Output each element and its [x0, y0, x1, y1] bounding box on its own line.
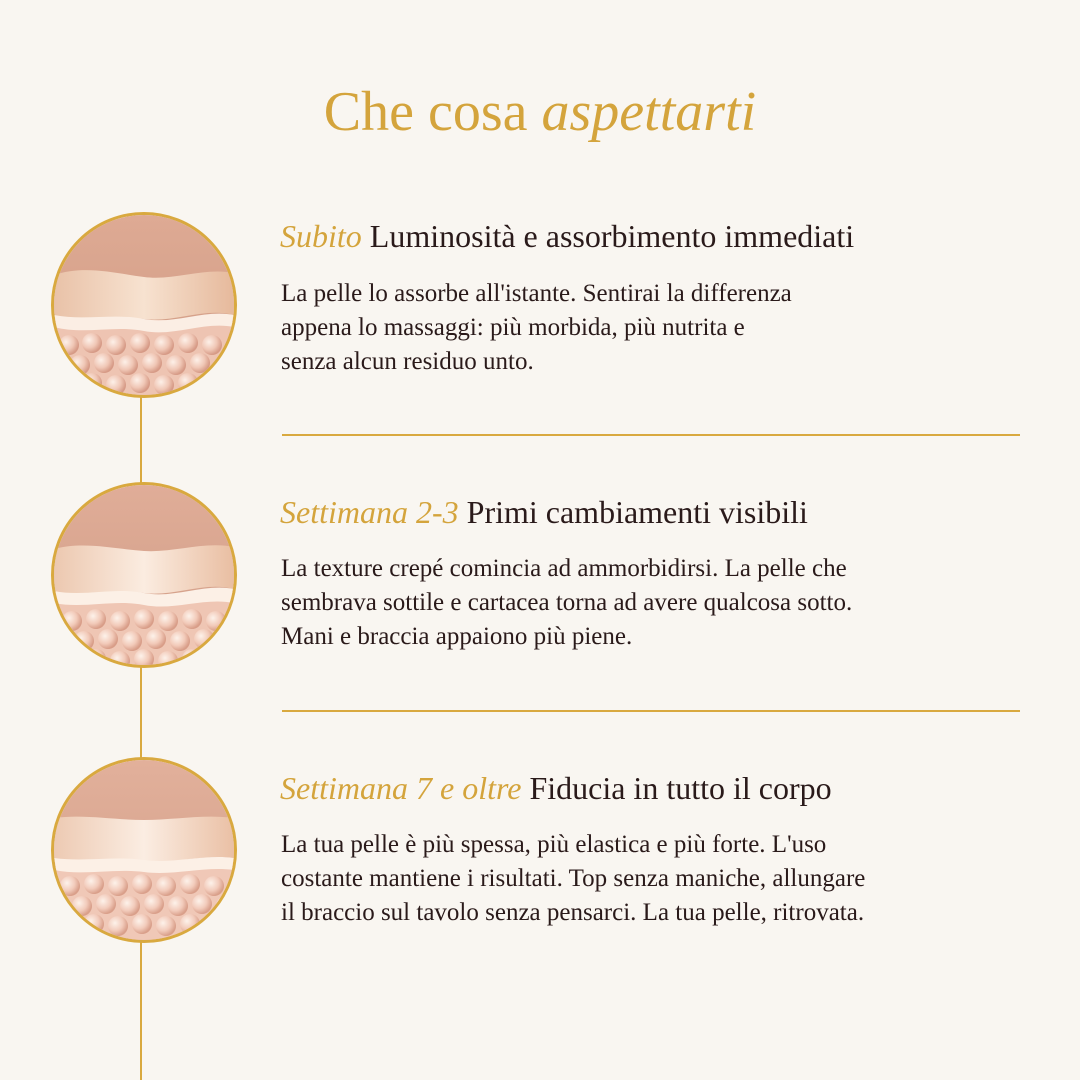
description-line: sembrava sottile e cartacea torna ad avere qualcosa sotto. [281, 589, 853, 616]
stage-accent: Settimana 2-3 [280, 494, 459, 530]
description-line: La pelle lo assorbe all'istante. Sentirai la differenza [281, 280, 792, 307]
description-line: Mani e braccia appaiono più piene. [281, 623, 633, 650]
description-line: La texture crepé comincia ad ammorbidirsi. La pelle che [281, 555, 847, 582]
stage-heading-immediate [280, 216, 854, 256]
stage-title: Fiducia in tutto il corpo [529, 770, 832, 806]
stage-description-immediate [281, 277, 1041, 379]
stage-description-weeks-2-3 [281, 552, 1041, 654]
description-line: appena lo massaggi: più morbida, più nutrita e [281, 314, 745, 341]
stage-title: Primi cambiamenti visibili [466, 494, 808, 530]
stage-accent: Settimana 7 e oltre [280, 770, 522, 806]
stage-heading-weeks-2-3 [280, 492, 808, 532]
section-divider [282, 710, 1020, 712]
stage-heading-week-7-plus [280, 768, 832, 808]
skin-layer-illustration-immediate [51, 212, 237, 398]
skin-layer-illustration-weeks-2-3 [51, 482, 237, 668]
description-line: senza alcun residuo unto. [281, 348, 534, 375]
description-line: La tua pelle è più spessa, più elastica e più forte. L'uso [281, 831, 827, 858]
title-accent: aspettarti [541, 81, 757, 143]
section-divider [282, 434, 1020, 436]
skin-layer-illustration-week-7-plus [51, 757, 237, 943]
description-line: costante mantiene i risultati. Top senza maniche, allungare [281, 865, 866, 892]
page-title [0, 78, 1080, 146]
stage-description-week-7-plus [281, 828, 1041, 930]
stage-accent: Subito [280, 218, 362, 254]
stage-title: Luminosità e assorbimento immediati [369, 218, 855, 254]
description-line: il braccio sul tavolo senza pensarci. La tua pelle, ritrovata. [281, 899, 865, 926]
title-plain: Che cosa [323, 81, 528, 143]
